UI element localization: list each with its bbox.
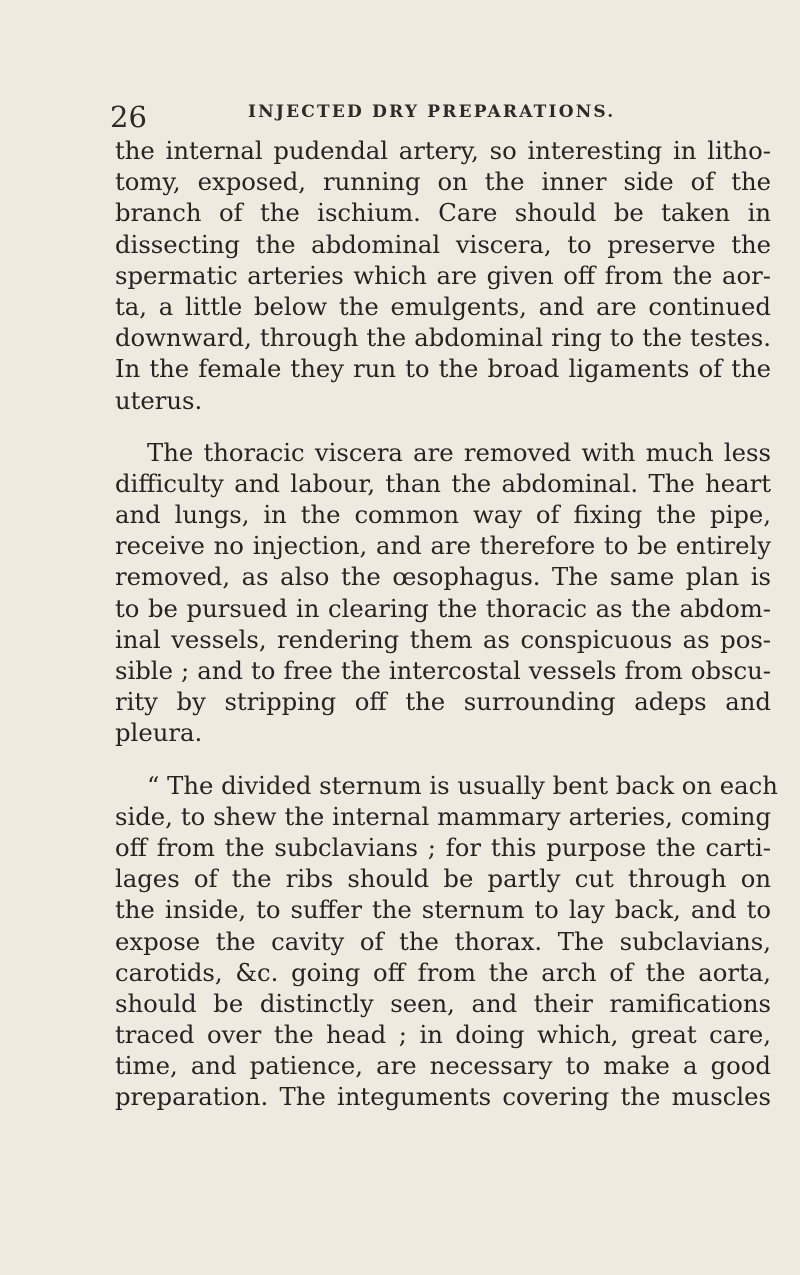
body-text	[115, 135, 778, 1113]
text-line: The thoracic viscera are removed with much less	[147, 437, 771, 467]
text-line: difficulty and labour, than the abdominal. The heart	[115, 468, 771, 498]
text-line: to be pursued in clearing the thoracic as the abdom-	[115, 593, 771, 623]
text-line: lages of the ribs should be partly cut through on	[115, 864, 771, 894]
text-line: downward, through the abdominal ring to the testes.	[115, 323, 771, 353]
text-line: In the female they run to the broad ligaments of the	[115, 354, 771, 384]
running-title: INJECTED DRY PREPARATIONS.	[248, 102, 616, 122]
paragraph-gap	[115, 749, 771, 770]
text-line: sible ; and to free the intercostal vessels from obscu-	[115, 656, 771, 685]
text-line: branch of the ischium. Care should be taken in	[115, 198, 771, 228]
text-line: traced over the head ; in doing which, great care,	[115, 1020, 771, 1050]
text-line: tomy, exposed, running on the inner side of the	[115, 167, 771, 197]
text-line: removed, as also the œsophagus. The same plan is	[115, 562, 771, 592]
text-line: carotids, &c. going off from the arch of the aorta,	[115, 957, 771, 987]
text-line: spermatic arteries which are given off from the aor-	[115, 260, 771, 290]
text-line: side, to shew the internal mammary arteries, coming	[115, 801, 771, 831]
text-line: rity by stripping off the surrounding adeps and	[115, 687, 771, 717]
text-line: ta, a little below the emulgents, and are continued	[115, 291, 771, 321]
paragraph-3	[115, 770, 778, 1113]
text-line: pleura.	[115, 718, 203, 748]
text-line: uterus.	[115, 385, 203, 415]
text-line: inal vessels, rendering them as conspicuous as pos-	[115, 624, 771, 654]
running-head	[110, 92, 760, 132]
text-line: dissecting the abdominal viscera, to preserve the	[115, 229, 771, 259]
text-line: receive no injection, and are therefore to be entirely	[115, 531, 771, 561]
text-line: time, and patience, are necessary to make a good	[115, 1051, 771, 1081]
text-line: the internal pudendal artery, so interesting in litho-	[115, 136, 771, 165]
paragraph-1	[115, 135, 771, 416]
text-line: “ The divided sternum is usually bent back on each	[147, 770, 778, 800]
text-line: should be distinctly seen, and their ramifications	[115, 988, 771, 1018]
text-line: preparation. The integuments covering the muscles	[115, 1082, 771, 1112]
text-line: off from the subclavians ; for this purpose the carti-	[115, 832, 771, 862]
paragraph-2	[115, 437, 771, 749]
text-line: and lungs, in the common way of fixing the pipe,	[115, 500, 771, 530]
text-line: the inside, to suffer the sternum to lay back, and to	[115, 895, 771, 925]
text-line: expose the cavity of the thorax. The subclavians,	[115, 926, 771, 956]
page-number: 26	[110, 100, 147, 134]
paragraph-gap	[115, 416, 771, 437]
